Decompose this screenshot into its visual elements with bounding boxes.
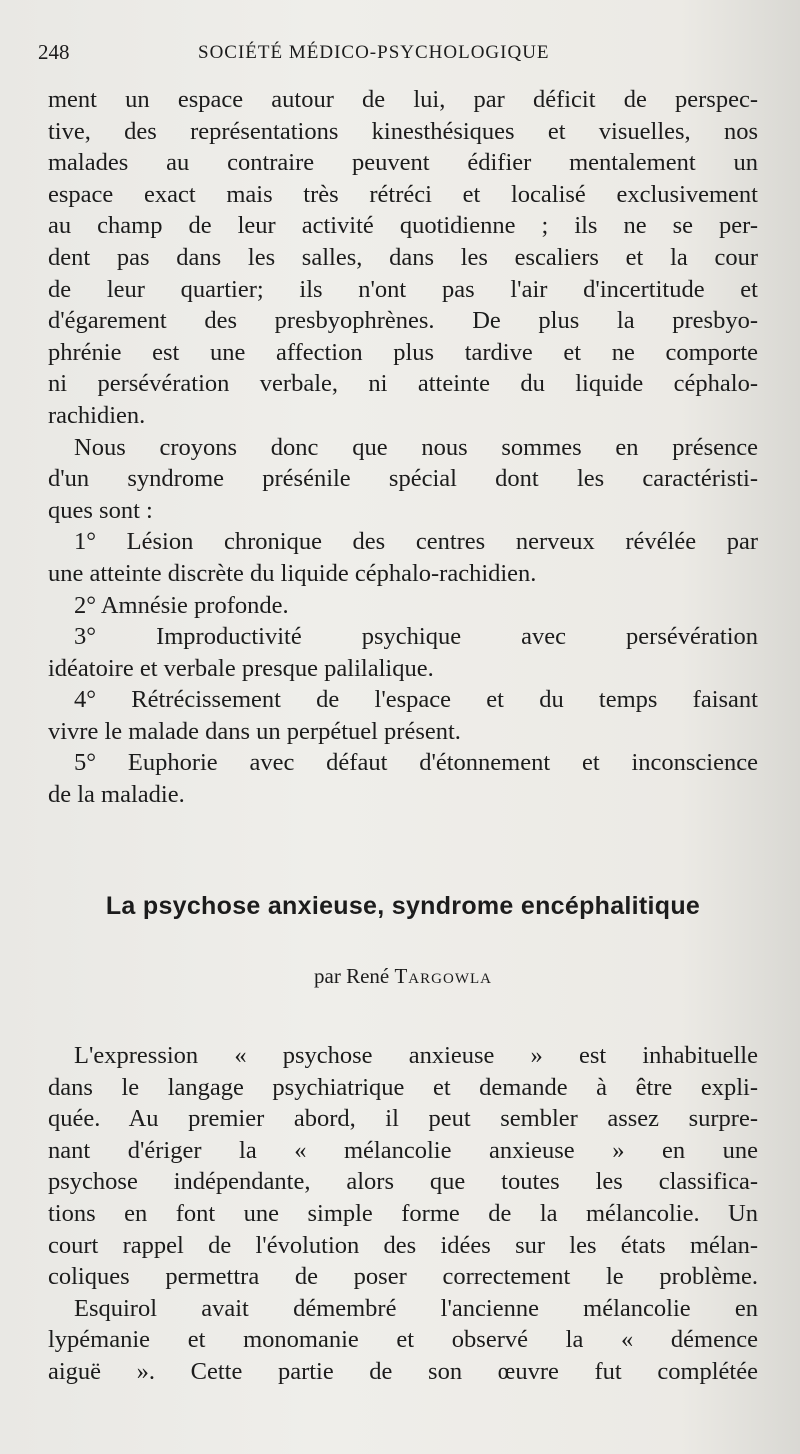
running-head: SOCIÉTÉ MÉDICO-PSYCHOLOGIQUE: [198, 42, 550, 63]
text-line: une atteinte discrète du liquide céphalo-rachidien.: [48, 559, 537, 587]
byline-prefix: par René: [314, 964, 390, 988]
text-line: court rappel de l'évolution des idées sur les états mélan-: [48, 1231, 758, 1259]
text-line: quée. Au premier abord, il peut sembler assez surpre-: [48, 1105, 758, 1133]
list-item-line: 5° Euphorie avec défaut d'étonnement et inconscience: [74, 749, 758, 777]
text-line: dans le langage psychiatrique et demande à être expli-: [48, 1073, 758, 1101]
text-line: coliques permettra de poser correctement le problème.: [48, 1263, 758, 1291]
text-line: lypémanie et monomanie et observé la « démence: [48, 1326, 758, 1354]
byline-author: Targowla: [394, 964, 492, 988]
text-line: de leur quartier; ils n'ont pas l'air d'incertitude et: [48, 275, 758, 303]
paragraph-block-continuation: [48, 84, 758, 811]
list-item-line: 1° Lésion chronique des centres nerveux révélée par: [74, 528, 758, 556]
text-line: Nous croyons donc que nous sommes en présence: [74, 433, 758, 461]
article-byline: [48, 964, 758, 989]
list-item-line: 4° Rétrécissement de l'espace et du temps faisant: [74, 686, 758, 714]
text-line: d'égarement des presbyophrènes. De plus la presbyo-: [48, 307, 758, 335]
text-line: tions en font une simple forme de la mélancolie. Un: [48, 1199, 758, 1227]
text-line: ni persévération verbale, ni atteinte du liquide céphalo-: [48, 370, 758, 398]
text-line: dent pas dans les salles, dans les escaliers et la cour: [48, 243, 758, 271]
text-line: ment un espace autour de lui, par déficit de perspec-: [48, 86, 758, 113]
text-line: au champ de leur activité quotidienne ; ils ne se per-: [48, 212, 758, 240]
text-line: malades au contraire peuvent édifier mentalement un: [48, 149, 758, 177]
text-line: d'un syndrome présénile spécial dont les caractéristi-: [48, 465, 758, 493]
text-line: phrénie est une affection plus tardive et ne comporte: [48, 338, 758, 366]
text-line: aiguë ». Cette partie de son œuvre fut complétée: [48, 1357, 758, 1385]
text-line: psychose indépendante, alors que toutes les classifica-: [48, 1168, 758, 1196]
list-item-line: 2° Amnésie profonde.: [74, 591, 289, 619]
text-line: rachidien.: [48, 401, 146, 429]
page-header: [38, 40, 778, 72]
text-line: tive, des représentations kinesthésiques et visuelles, nos: [48, 117, 758, 145]
list-item-line: 3° Improductivité psychique avec persévération: [74, 623, 758, 651]
text-line: L'expression « psychose anxieuse » est inhabituelle: [74, 1042, 758, 1069]
text-line: espace exact mais très rétréci et localisé exclusivement: [48, 180, 758, 208]
text-line: Esquirol avait démembré l'ancienne mélancolie en: [74, 1294, 758, 1322]
text-line: de la maladie.: [48, 781, 185, 809]
text-line: ques sont :: [48, 496, 153, 524]
page-number: 248: [38, 40, 70, 64]
article-title: La psychose anxieuse, syndrome encéphalitique: [105, 892, 701, 920]
text-line: idéatoire et verbale presque palilalique.: [48, 654, 434, 682]
text-line: nant d'ériger la « mélancolie anxieuse » en une: [48, 1136, 758, 1164]
paragraph-block-article: [48, 1040, 758, 1388]
text-line: vivre le malade dans un perpétuel présent.: [48, 717, 461, 745]
